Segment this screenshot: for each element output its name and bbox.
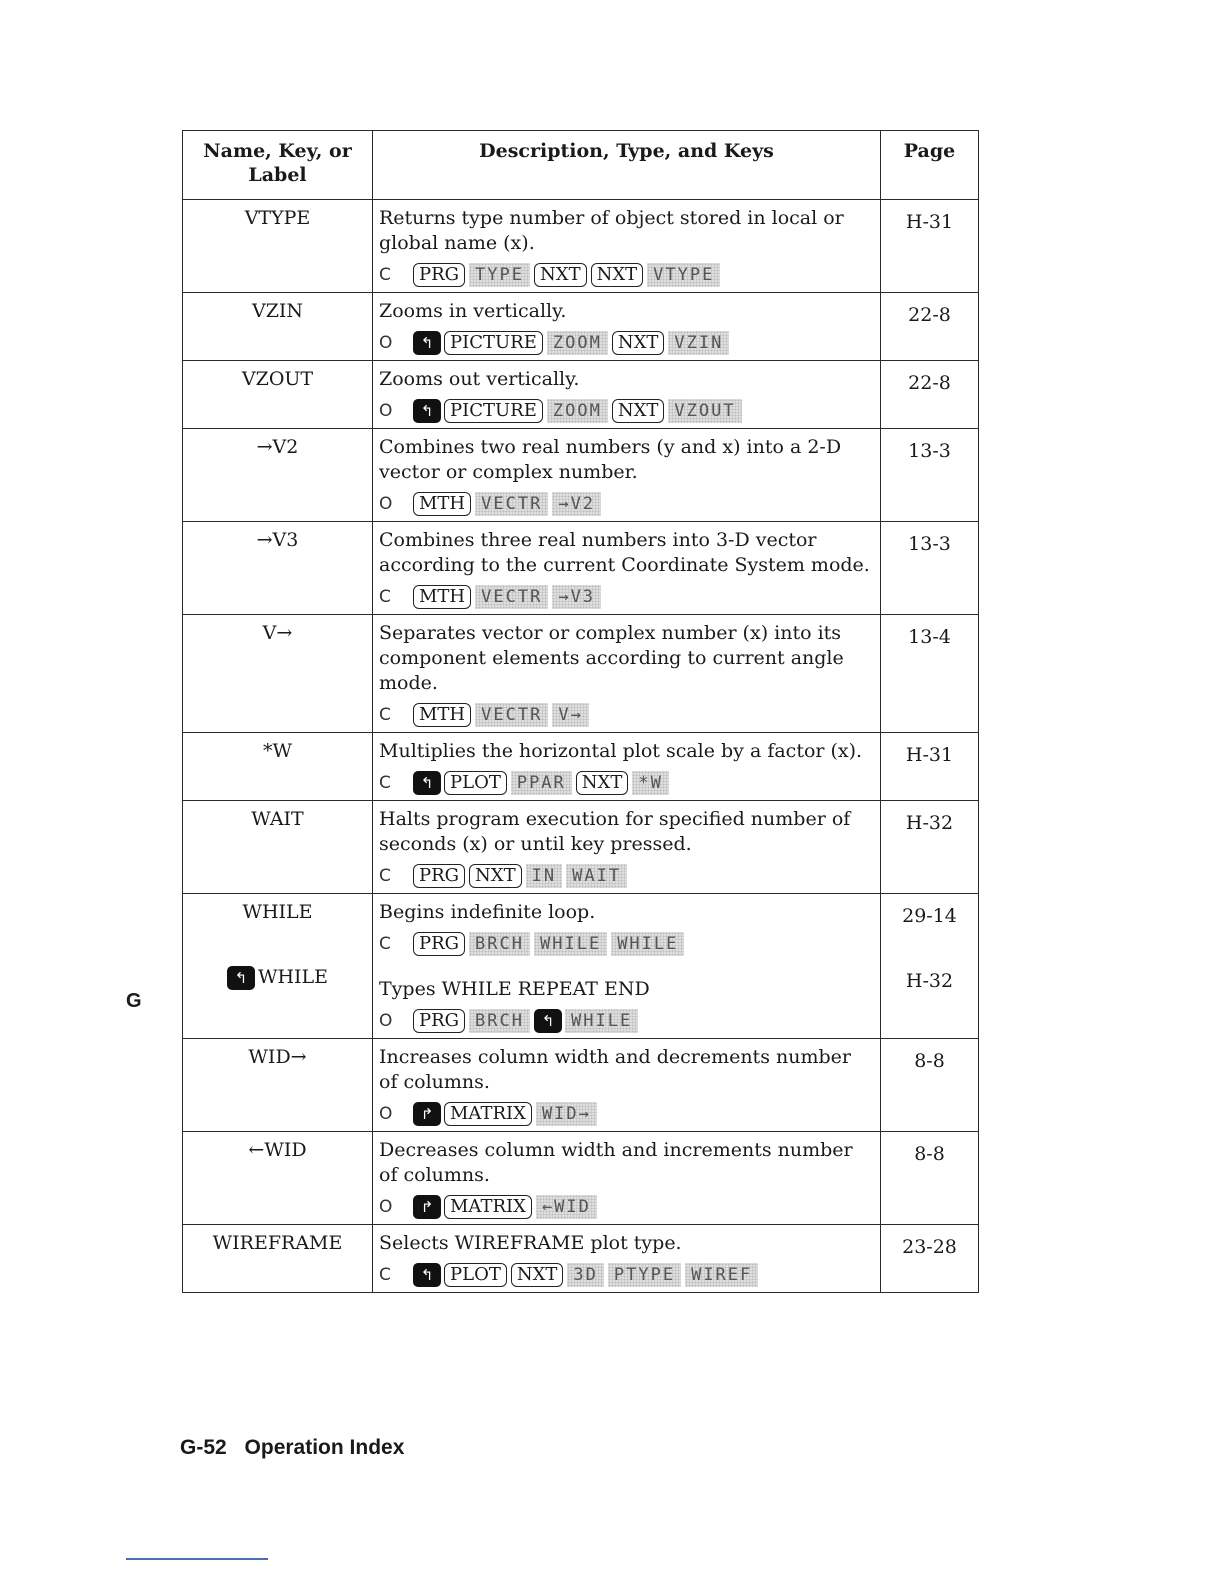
key-sequence [379, 863, 874, 889]
entry-page-cell [881, 361, 979, 429]
entry-name [187, 1231, 368, 1256]
left-shift-key-icon: ↰ [413, 331, 441, 355]
keyboard-key: PRG [413, 263, 465, 287]
page-footer [180, 1436, 404, 1460]
entry-name-cell [183, 801, 373, 894]
keyboard-key: PLOT [444, 1263, 507, 1287]
entry-name-text: WHILE [257, 966, 329, 988]
keyboard-key: MATRIX [444, 1195, 532, 1219]
key-sequence [379, 398, 874, 424]
entry-page-cell [881, 733, 979, 801]
keyboard-key: MTH [413, 703, 471, 727]
entry-description-cell [373, 733, 881, 801]
entry-page-cell [881, 200, 979, 293]
entry-description: Types WHILE REPEAT END [379, 978, 650, 1000]
entry-name [187, 900, 368, 925]
entry-description: Zooms out vertically. [379, 368, 580, 390]
table-row [183, 429, 979, 522]
menu-label: WHILE [534, 932, 607, 956]
keyboard-key: NXT [612, 399, 665, 423]
menu-label: →V2 [552, 492, 601, 516]
command-type: C [379, 1265, 391, 1285]
entry-name-text: ←WID [248, 1139, 307, 1161]
entry-page-cell [881, 293, 979, 361]
entry-description: Halts program execution for specified number of seconds (x) or until key pressed. [379, 808, 851, 855]
menu-label: →V3 [552, 585, 601, 609]
entry-page-cell [881, 615, 979, 733]
key-sequence [379, 330, 874, 356]
command-type: O [379, 494, 393, 514]
entry-page-cell [881, 1132, 979, 1225]
spacer [187, 945, 368, 965]
keyboard-key: PICTURE [444, 399, 543, 423]
key-sequence [379, 491, 874, 517]
spacer [885, 949, 974, 969]
entry-name-text: V→ [262, 622, 293, 644]
command-type: O [379, 401, 393, 421]
entry-description: Combines three real numbers into 3-D vector according to the current Coordinate System mode. [379, 529, 870, 576]
entry-page-ref: 13-3 [908, 533, 951, 555]
menu-label: WID→ [536, 1102, 597, 1126]
entry-name-text: →V2 [256, 436, 299, 458]
keyboard-key: NXT [591, 263, 644, 287]
entry-name [187, 1045, 368, 1070]
entry-page-ref: H-32 [905, 812, 954, 834]
keyboard-key: NXT [612, 331, 665, 355]
menu-label: BRCH [469, 932, 530, 956]
entry-description-cell [373, 522, 881, 615]
entry-name-cell [183, 429, 373, 522]
entry-description: Begins indefinite loop. [379, 901, 596, 923]
entry-name [187, 1138, 368, 1163]
entry-name-text: WHILE [242, 901, 313, 923]
entry-name-cell [183, 361, 373, 429]
spacer [379, 957, 874, 977]
entry-page-cell [881, 1225, 979, 1293]
menu-label: WHILE [565, 1009, 638, 1033]
entry-page-cell [881, 1039, 979, 1132]
keyboard-key: NXT [576, 771, 629, 795]
header-name: Name, Key, or Label [183, 131, 373, 200]
keyboard-key: MATRIX [444, 1102, 532, 1126]
menu-label: WIREF [685, 1263, 758, 1287]
entry-name-text: →V3 [256, 529, 299, 551]
command-type: C [379, 587, 391, 607]
entry-description: Returns type number of object stored in local or global name (x). [379, 207, 844, 254]
entry-name [187, 435, 368, 460]
entry-page-ref: 13-4 [908, 626, 951, 648]
menu-label: VZOUT [668, 399, 741, 423]
entry-name-cell [183, 1225, 373, 1293]
entry-page-cell [881, 429, 979, 522]
entry-description-cell [373, 361, 881, 429]
left-shift-key-icon: ↰ [413, 1263, 441, 1287]
right-shift-key-icon: ↱ [413, 1102, 441, 1126]
entry-description: Zooms in vertically. [379, 300, 567, 322]
spacer [885, 929, 974, 949]
menu-label: 3D [567, 1263, 603, 1287]
entry-description-cell [373, 429, 881, 522]
entry-page-ref: 23-28 [902, 1236, 957, 1258]
entry-name-text: WAIT [251, 808, 304, 830]
command-type: O [379, 1104, 393, 1124]
menu-label: VECTR [475, 703, 548, 727]
entry-description: Selects WIREFRAME plot type. [379, 1232, 682, 1254]
page-number: G-52 [180, 1436, 227, 1459]
command-type: O [379, 333, 393, 353]
table-row [183, 615, 979, 733]
entry-description: Decreases column width and increments number of columns. [379, 1139, 853, 1186]
table-row [183, 200, 979, 293]
menu-label: TYPE [469, 263, 530, 287]
table-row [183, 1039, 979, 1132]
table-header-row [183, 131, 979, 200]
keyboard-key: NXT [534, 263, 587, 287]
menu-label: ZOOM [547, 331, 608, 355]
entry-name [187, 621, 368, 646]
section-tab: G [126, 990, 142, 1012]
left-shift-icon: ↰ [227, 966, 255, 990]
key-sequence [379, 584, 874, 610]
table-body [183, 200, 979, 1293]
entry-name [187, 965, 368, 990]
menu-label: VECTR [475, 492, 548, 516]
entry-page-ref: 8-8 [914, 1050, 945, 1072]
entry-name-cell [183, 1132, 373, 1225]
bottom-rule [126, 1558, 268, 1560]
entry-description: Separates vector or complex number (x) into its component elements according to current angle mode. [379, 622, 844, 694]
key-sequence [379, 1194, 874, 1220]
keyboard-key: PICTURE [444, 331, 543, 355]
key-sequence [379, 702, 874, 728]
keyboard-key: PRG [413, 864, 465, 888]
menu-label: VECTR [475, 585, 548, 609]
entry-page-cell [881, 801, 979, 894]
entry-description: Combines two real numbers (y and x) into a 2-D vector or complex number. [379, 436, 842, 483]
keyboard-key: PRG [413, 932, 465, 956]
menu-label: PTYPE [608, 1263, 681, 1287]
menu-label: ZOOM [547, 399, 608, 423]
right-shift-key-icon: ↱ [413, 1195, 441, 1219]
key-sequence [379, 262, 874, 288]
entry-name [187, 739, 368, 764]
entry-page-ref: 8-8 [914, 1143, 945, 1165]
entry-page-ref: H-31 [905, 211, 954, 233]
menu-label: WHILE [611, 932, 684, 956]
key-sequence [379, 1262, 874, 1288]
entry-name-text: *W [262, 740, 293, 762]
menu-label: VTYPE [647, 263, 720, 287]
command-type: C [379, 934, 391, 954]
entry-page-cell [881, 894, 979, 1039]
spacer [187, 925, 368, 945]
menu-label: ←WID [536, 1195, 597, 1219]
left-shift-key-icon: ↰ [534, 1009, 562, 1033]
entry-name-text: WIREFRAME [212, 1232, 343, 1254]
table-row [183, 1225, 979, 1293]
entry-name-cell [183, 1039, 373, 1132]
entry-page-cell [881, 522, 979, 615]
table-row [183, 894, 979, 1039]
keyboard-key: MTH [413, 492, 471, 516]
entry-name [187, 367, 368, 392]
entry-name-cell [183, 522, 373, 615]
left-shift-key-icon: ↰ [413, 771, 441, 795]
entry-description-cell [373, 615, 881, 733]
entry-name-text: WID→ [248, 1046, 307, 1068]
entry-description: Multiplies the horizontal plot scale by a factor (x). [379, 740, 863, 762]
command-type: O [379, 1197, 393, 1217]
command-type: O [379, 1011, 393, 1031]
menu-label: BRCH [469, 1009, 530, 1033]
entry-page-ref: 13-3 [908, 440, 951, 462]
entry-name [187, 528, 368, 553]
command-type: C [379, 866, 391, 886]
left-shift-key-icon: ↰ [413, 399, 441, 423]
command-type: C [379, 705, 391, 725]
menu-label: V→ [552, 703, 588, 727]
entry-page-ref: 22-8 [908, 372, 951, 394]
keyboard-key: PLOT [444, 771, 507, 795]
entry-name-text: VZOUT [241, 368, 314, 390]
key-sequence [379, 770, 874, 796]
table-row [183, 801, 979, 894]
table-row [183, 522, 979, 615]
table-row [183, 293, 979, 361]
entry-description-cell [373, 1039, 881, 1132]
keyboard-key: MTH [413, 585, 471, 609]
entry-name [187, 299, 368, 324]
entry-page-ref: 22-8 [908, 304, 951, 326]
command-type: C [379, 773, 391, 793]
entry-name-cell [183, 200, 373, 293]
entry-page-ref: H-31 [905, 744, 954, 766]
command-type: C [379, 265, 391, 285]
entry-name-text: VTYPE [244, 207, 311, 229]
footer-title: Operation Index [244, 1436, 405, 1459]
entry-description-cell [373, 293, 881, 361]
entry-description-cell [373, 894, 881, 1039]
entry-page-ref: H-32 [905, 970, 954, 992]
entry-name-cell [183, 733, 373, 801]
table-row [183, 733, 979, 801]
keyboard-key: PRG [413, 1009, 465, 1033]
entry-page-ref: 29-14 [902, 905, 957, 927]
entry-name [187, 807, 368, 832]
entry-name-cell [183, 615, 373, 733]
menu-label: *W [632, 771, 668, 795]
entry-name-cell [183, 894, 373, 1039]
table-row [183, 361, 979, 429]
entry-name-cell [183, 293, 373, 361]
key-sequence [379, 1101, 874, 1127]
entry-description-cell [373, 1132, 881, 1225]
keyboard-key: NXT [511, 1263, 564, 1287]
entry-description-cell [373, 1225, 881, 1293]
menu-label: WAIT [566, 864, 627, 888]
entry-description-cell [373, 801, 881, 894]
operation-index-table [182, 130, 979, 1293]
table-row [183, 1132, 979, 1225]
header-page: Page [881, 131, 979, 200]
menu-label: PPAR [511, 771, 572, 795]
key-sequence [379, 931, 874, 957]
entry-name [187, 206, 368, 231]
entry-description-cell [373, 200, 881, 293]
menu-label: IN [526, 864, 562, 888]
entry-name-text: VZIN [251, 300, 304, 322]
entry-description: Increases column width and decrements number of columns. [379, 1046, 851, 1093]
key-sequence [379, 1008, 874, 1034]
header-description: Description, Type, and Keys [373, 131, 881, 200]
keyboard-key: NXT [469, 864, 522, 888]
menu-label: VZIN [668, 331, 729, 355]
